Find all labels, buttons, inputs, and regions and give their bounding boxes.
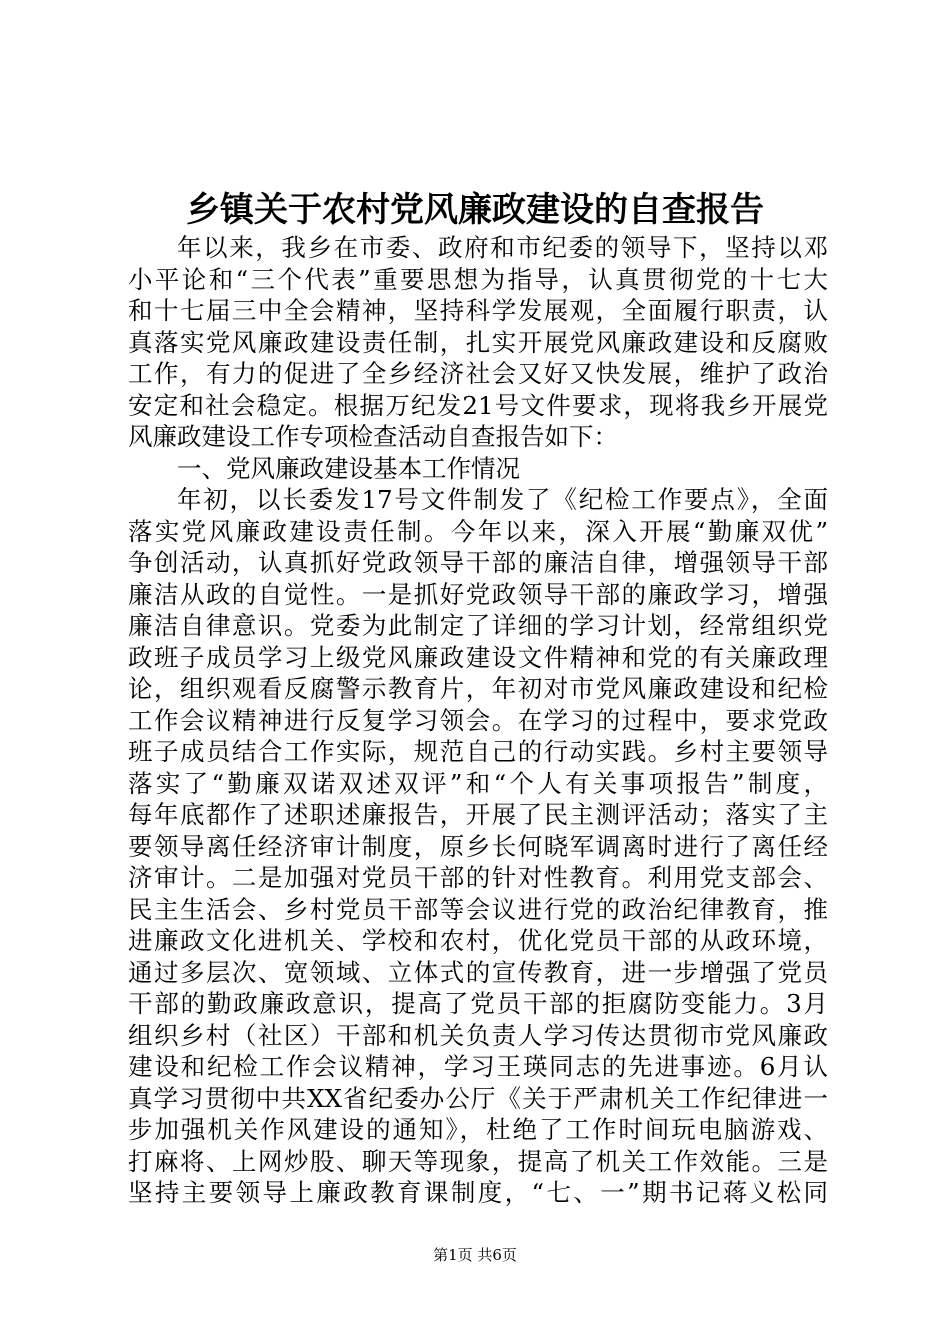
- text-line: 工作，有力的促进了全乡经济社会又好又快发展，维护了政治: [128, 359, 828, 388]
- text-line: 建设和纪检工作会议精神，学习王瑛同志的先进事迹。6月认: [128, 1052, 828, 1081]
- text-line: 每年底都作了述职述廉报告，开展了民主测评活动；落实了主: [128, 800, 828, 829]
- text-line: 年初，以长委发17号文件制发了《纪检工作要点》，全面: [177, 485, 828, 514]
- section-heading: 一、党风廉政建设基本工作情况: [177, 453, 520, 483]
- text-line: 小平论和“三个代表”重要思想为指导，认真贯彻党的十七大: [128, 264, 828, 294]
- document-title: 乡镇关于农村党风廉政建设的自查报告: [186, 190, 764, 230]
- page-number-footer: 第1页 共6页: [433, 1246, 517, 1264]
- text-line: 真落实党风廉政建设责任制，扎实开展党风廉政建设和反腐败: [128, 327, 828, 357]
- text-line: 风廉政建设工作专项检查活动自查报告如下：: [128, 422, 618, 451]
- text-line: 廉洁自律意识。党委为此制定了详细的学习计划，经常组织党: [128, 611, 828, 640]
- text-line: 落实党风廉政建设责任制。今年以来，深入开展“勤廉双优”: [128, 516, 828, 546]
- text-line: 和十七届三中全会精神，坚持科学发展观，全面履行职责，认: [128, 296, 828, 325]
- text-line: 论，组织观看反腐警示教育片，年初对市党风廉政建设和纪检: [128, 674, 828, 703]
- text-line: 打麻将、上网炒股、聊天等现象，提高了机关工作效能。三是: [128, 1146, 828, 1176]
- text-line: 年以来，我乡在市委、政府和市纪委的领导下，坚持以邓: [177, 233, 828, 262]
- text-line: 班子成员结合工作实际，规范自己的行动实践。乡村主要领导: [128, 737, 828, 766]
- text-line: 干部的勤政廉政意识，提高了党员干部的拒腐防变能力。3月: [128, 989, 828, 1018]
- text-line: 政班子成员学习上级党风廉政建设文件精神和党的有关廉政理: [128, 642, 828, 672]
- text-line: 通过多层次、宽领域、立体式的宣传教育，进一步增强了党员: [128, 957, 828, 987]
- text-line: 民主生活会、乡村党员干部等会议进行党的政治纪律教育，推: [128, 894, 828, 924]
- text-line: 要领导离任经济审计制度，原乡长何晓军调离时进行了离任经: [128, 831, 828, 861]
- text-line: 步加强机关作风建设的通知》，杜绝了工作时间玩电脑游戏、: [128, 1115, 828, 1144]
- text-line: 组织乡村（社区）干部和机关负责人学习传达贯彻市党风廉政: [128, 1020, 828, 1050]
- text-line: 安定和社会稳定。根据万纪发21号文件要求，现将我乡开展党: [128, 390, 828, 420]
- document-body: [128, 232, 828, 1209]
- text-line: 争创活动，认真抓好党政领导干部的廉洁自律，增强领导干部: [128, 548, 828, 577]
- text-line: 坚持主要领导上廉政教育课制度，“七、一”期书记蒋义松同: [128, 1178, 828, 1207]
- text-line: 落实了“勤廉双诺双述双评”和“个人有关事项报告”制度，: [128, 768, 828, 798]
- text-line: 进廉政文化进机关、学校和农村，优化党员干部的从政环境，: [128, 926, 828, 955]
- text-line: 济审计。二是加强对党员干部的针对性教育。利用党支部会、: [128, 863, 828, 892]
- text-line: 工作会议精神进行反复学习领会。在学习的过程中，要求党政: [128, 705, 828, 735]
- text-line: 廉洁从政的自觉性。一是抓好党政领导干部的廉政学习，增强: [128, 579, 828, 609]
- text-line: 真学习贯彻中共XX省纪委办公厅《关于严肃机关工作纪律进一: [128, 1083, 828, 1113]
